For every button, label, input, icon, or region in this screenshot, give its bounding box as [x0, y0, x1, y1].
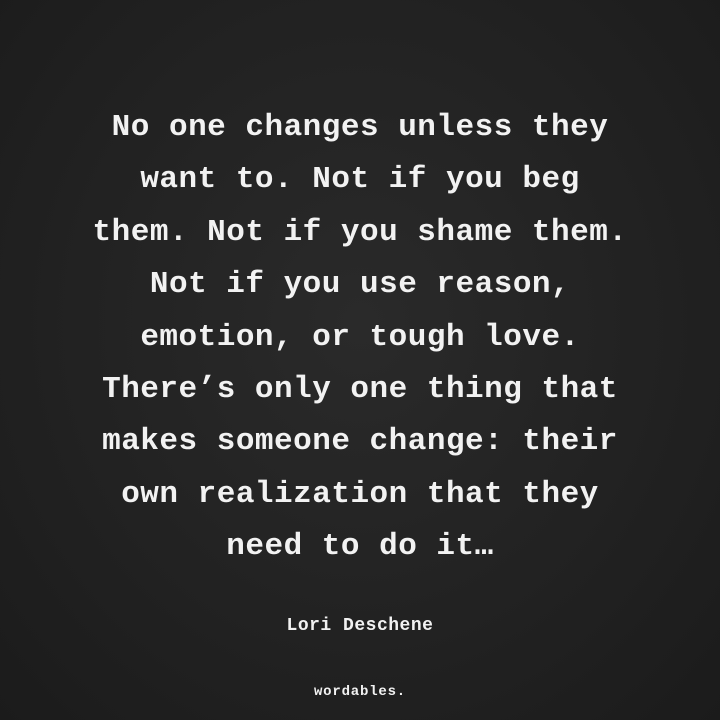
quote-line: No one changes unless they — [111, 110, 609, 145]
quote-line: them. Not if you shame them. — [92, 214, 628, 250]
quote-line: emotion, or tough love. — [140, 319, 580, 355]
quote-line: Not if you use reason, — [149, 267, 571, 303]
quote-line: need to do it… — [226, 529, 494, 565]
quote-text — [0, 102, 720, 574]
brand-watermark: wordables. — [313, 684, 406, 700]
quote-line: makes someone change: their — [102, 424, 618, 460]
quote-line: There’s only one thing that — [102, 372, 618, 408]
quote-author: Lori Deschene — [286, 616, 434, 636]
quote-line: want to. Not if you beg — [140, 162, 580, 198]
quote-line: own realization that they — [121, 476, 599, 512]
